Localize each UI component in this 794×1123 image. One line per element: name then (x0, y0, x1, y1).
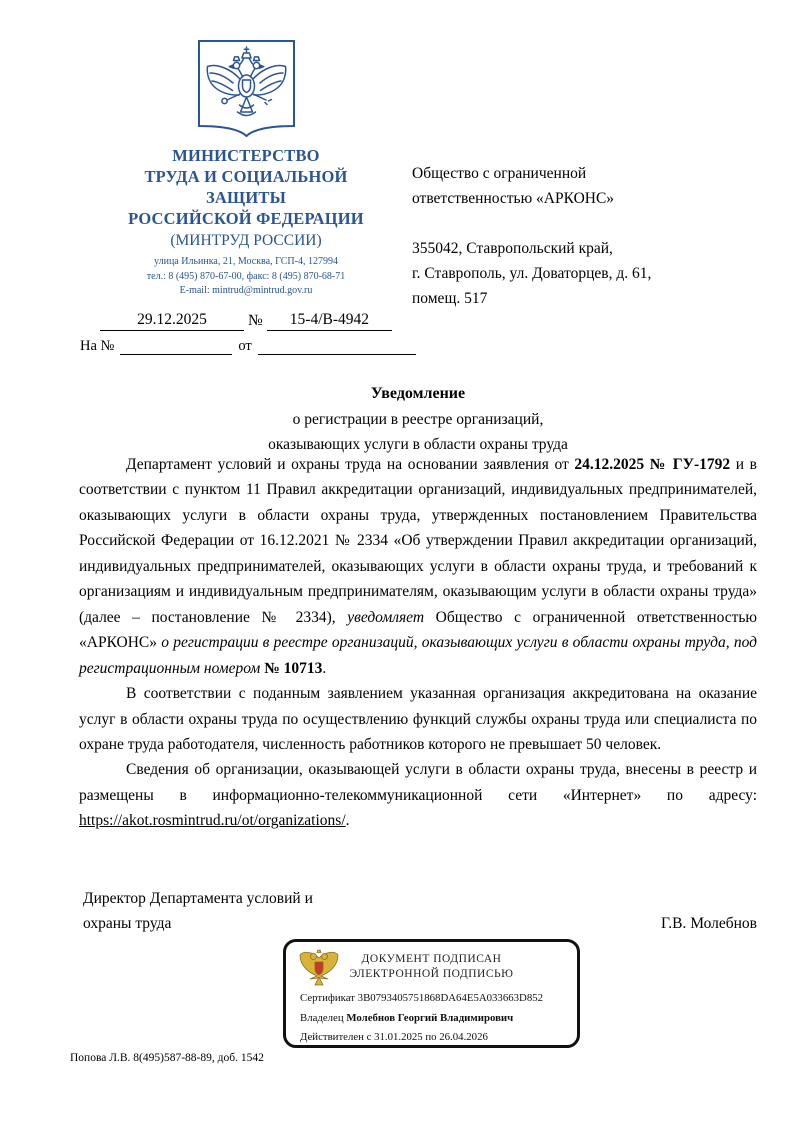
recipient-address-line: помещ. 517 (412, 290, 488, 307)
recipient-block (412, 161, 722, 311)
ministry-name-line: ТРУДА И СОЦИАЛЬНОЙ (144, 167, 348, 186)
signer-position-line: охраны труда (83, 915, 172, 932)
certificate-label: Сертификат (300, 992, 358, 1004)
body-text-segment: . (322, 659, 327, 677)
recipient-name-line: Общество с ограниченной (412, 165, 587, 182)
document-title (79, 381, 757, 458)
stamp-title-line: ЭЛЕКТРОННОЙ ПОДПИСЬЮ (349, 968, 514, 980)
ministry-name-line: МИНИСТЕРСТВО (172, 146, 320, 165)
owner-label: Владелец (300, 1011, 347, 1024)
ministry-short-name: (МИНТРУД РОССИИ) (170, 232, 322, 249)
document-title-main: Уведомление (370, 385, 466, 402)
paragraph-2: В соответствии с поданным заявлением указанная организация аккредитована на оказание услуг в области охраны труда по осуществлению функций службы охраны труда или специалиста по охране труда работодателя, численность работников которого не превышает 50 человек. (79, 685, 757, 753)
body-text-segment: о регистрации в реестре организаций, оказывающих услуги в области охраны труда, под регистрационным номером (79, 634, 757, 677)
number-sign: № (248, 311, 263, 329)
owner-value: Молебнов Георгий Владимирович (346, 1011, 514, 1024)
stamp-validity-line: Действителен с 31.01.2025 по 26.04.2026 (300, 1031, 488, 1043)
document-subtitle-line: оказывающих услуги в области охраны труда (268, 436, 568, 453)
recipient-name-line: ответственностью «АРКОНС» (412, 190, 615, 207)
stamp-coat-of-arms-icon (297, 949, 341, 991)
signer-name: Г.В. Молебнов (661, 915, 757, 932)
ref-from-label: от (238, 338, 252, 354)
document-subtitle-line: о регистрации в реестре организаций, (292, 410, 544, 428)
ministry-name-line: ЗАЩИТЫ (206, 188, 286, 207)
recipient-address-line: 355042, Ставропольский край, (412, 240, 613, 257)
signer-position-line: Директор Департамента условий и (83, 890, 313, 907)
ministry-address: улица Ильинка, 21, Москва, ГСП-4, 127994 (154, 256, 338, 267)
body-text-segment: Сведения об организации, оказывающей услуги в области охраны труда, внесены в реестр и размещены в информационно-телекоммуникационной сети «Интернет» по адресу: (79, 761, 757, 804)
certificate-value: 3B0793405751868DA64E5A033663D852 (357, 992, 544, 1004)
ministry-phones: тел.: 8 (495) 870-67-00, факс: 8 (495) 870-68-71 (146, 270, 346, 282)
document-body (79, 452, 757, 834)
stamp-owner-line (300, 1009, 577, 1029)
outgoing-number: 15-4/В-4942 (267, 311, 392, 331)
body-text-segment: . (345, 812, 350, 830)
ministry-email: E-mail: mintrud@mintrud.gov.ru (179, 285, 313, 296)
paragraph-3 (79, 757, 757, 833)
outgoing-date: 29.12.2025 (100, 311, 244, 331)
electronic-signature-stamp (283, 939, 580, 1048)
paragraph-1 (79, 452, 757, 681)
coat-of-arms-icon (194, 38, 299, 139)
reference-line (80, 338, 416, 355)
ref-date-blank (258, 339, 416, 355)
ministry-name-line: РОССИЙСКОЙ ФЕДЕРАЦИИ (128, 209, 364, 228)
body-text-segment: Департамент условий и охраны труда на основании заявления от (126, 456, 575, 473)
recipient-address-line: г. Ставрополь, ул. Доваторцев, д. 61, (412, 265, 652, 282)
executor-contact: Попова Л.В. 8(495)587-88-89, доб. 1542 (70, 1052, 264, 1064)
ref-number-blank (120, 339, 232, 355)
letterhead (100, 38, 392, 331)
ministry-name (100, 145, 392, 229)
ref-prefix-label: На № (80, 338, 115, 354)
body-text-segment: уведомляет (347, 608, 425, 626)
outgoing-date-number-row (100, 311, 392, 331)
registration-number: № 10713 (264, 659, 323, 677)
stamp-certificate-line (300, 989, 577, 1009)
stamp-title-line: ДОКУМЕНТ ПОДПИСАН (361, 953, 502, 965)
organization-name: Общество с ограниченной ответственностью «АРКОНС» (79, 608, 758, 652)
application-date-number: 24.12.2025 № ГУ-1792 (574, 456, 731, 473)
registry-link[interactable]: https://akot.rosmintrud.ru/ot/organizations/ (79, 812, 346, 830)
body-text-segment: и в соответствии с пунктом 11 Правил аккредитации организаций, индивидуальных предпринимателей, оказывающих услуги в области охраны труда, утвержденных постановлением Правительства Российской Федерации от 16.12.2021 № 2334 «Об утверждении Правил аккредитации организаций, индивидуальных предпринимателей, оказывающих услуги в области охраны труда, и требований к организациям и индивидуальным предпринимателям, оказывающим услуги в области охраны труда» (далее – постановление № 2334), (79, 456, 757, 626)
signature-block (83, 886, 757, 936)
signer-position (83, 886, 313, 936)
